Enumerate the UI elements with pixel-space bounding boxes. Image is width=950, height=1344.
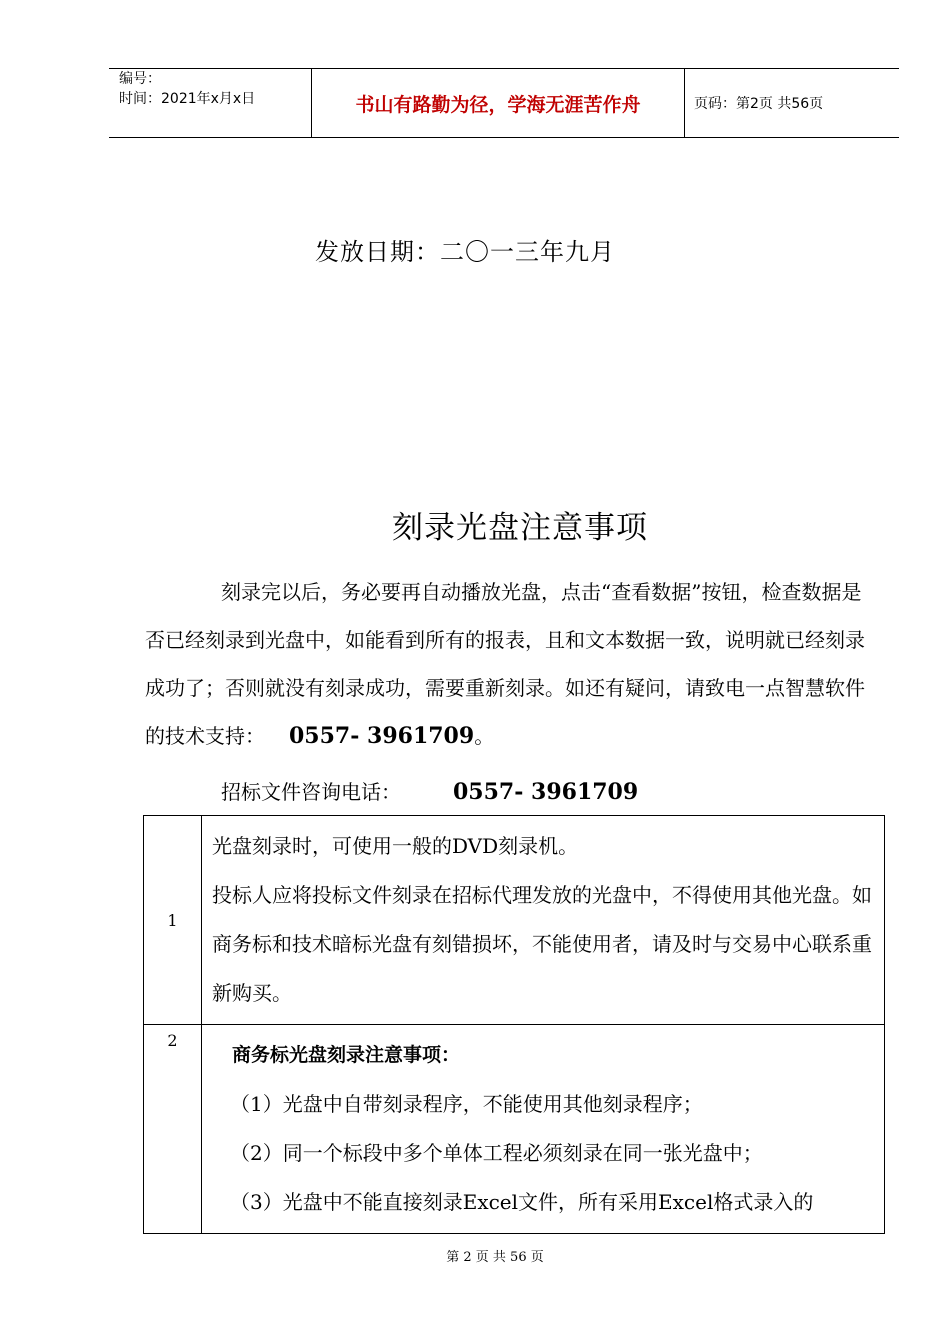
header-motto: 书山有路勤为径，学海无涯苦作舟 [311, 69, 685, 137]
intro-end: 。 [474, 724, 495, 748]
notes-table [143, 815, 885, 1234]
header-page-info: 页码：第2页 共56页 [694, 96, 824, 112]
consult-phone: 0557- 3961709 [453, 779, 639, 805]
consult-label: 招标文件咨询电话： [221, 780, 401, 804]
row-content [202, 816, 885, 1025]
list-item: （3）光盘中不能直接刻录Excel文件，所有采用Excel格式录入的 [230, 1190, 814, 1214]
note-line: 光盘刻录时，可使用一般的DVD刻录机。 [212, 834, 579, 858]
document-title: 刻录光盘注意事项 [392, 510, 648, 546]
note-line: 投标人应将投标文件刻录在招标代理发放的光盘中，不得使用其他光盘。如商务标和技术暗标光盘有刻错损坏，不能使用者，请及时与交易中心联系重新购买。 [212, 883, 872, 1005]
list-item: （2）同一个标段中多个单体工程必须刻录在同一张光盘中； [230, 1141, 763, 1165]
intro-text: 刻录完以后，务必要再自动播放光盘，点击“查看数据”按钮，检查数据是否已经刻录到光盘中，如能看到所有的报表，且和文本数据一致，说明就已经刻录成功了；否则就没有刻录成功，需要重新刻录。如还有疑问，请致电一点智慧软件的技术支持： [145, 580, 865, 748]
time-label: 时间：2021年x月x日 [119, 91, 256, 107]
support-phone: 0557- 3961709 [289, 723, 475, 749]
issue-date: 发放日期：二〇一三年九月 [315, 238, 615, 266]
page-footer: 第 2 页 共 56 页 [446, 1250, 544, 1265]
section-heading: 商务标光盘刻录注意事项： [232, 1044, 461, 1066]
table-row [144, 816, 885, 1025]
list-item: （1）光盘中自带刻录程序，不能使用其他刻录程序； [230, 1092, 703, 1116]
header-meta [109, 69, 311, 137]
serial-label: 编号： [119, 71, 161, 87]
consult-line [221, 772, 638, 812]
row-content [202, 1025, 885, 1234]
table-row [144, 1025, 885, 1234]
intro-paragraph [145, 568, 875, 760]
page-header [109, 68, 899, 138]
row-number: 1 [144, 816, 202, 1025]
row-number: 2 [144, 1025, 202, 1234]
